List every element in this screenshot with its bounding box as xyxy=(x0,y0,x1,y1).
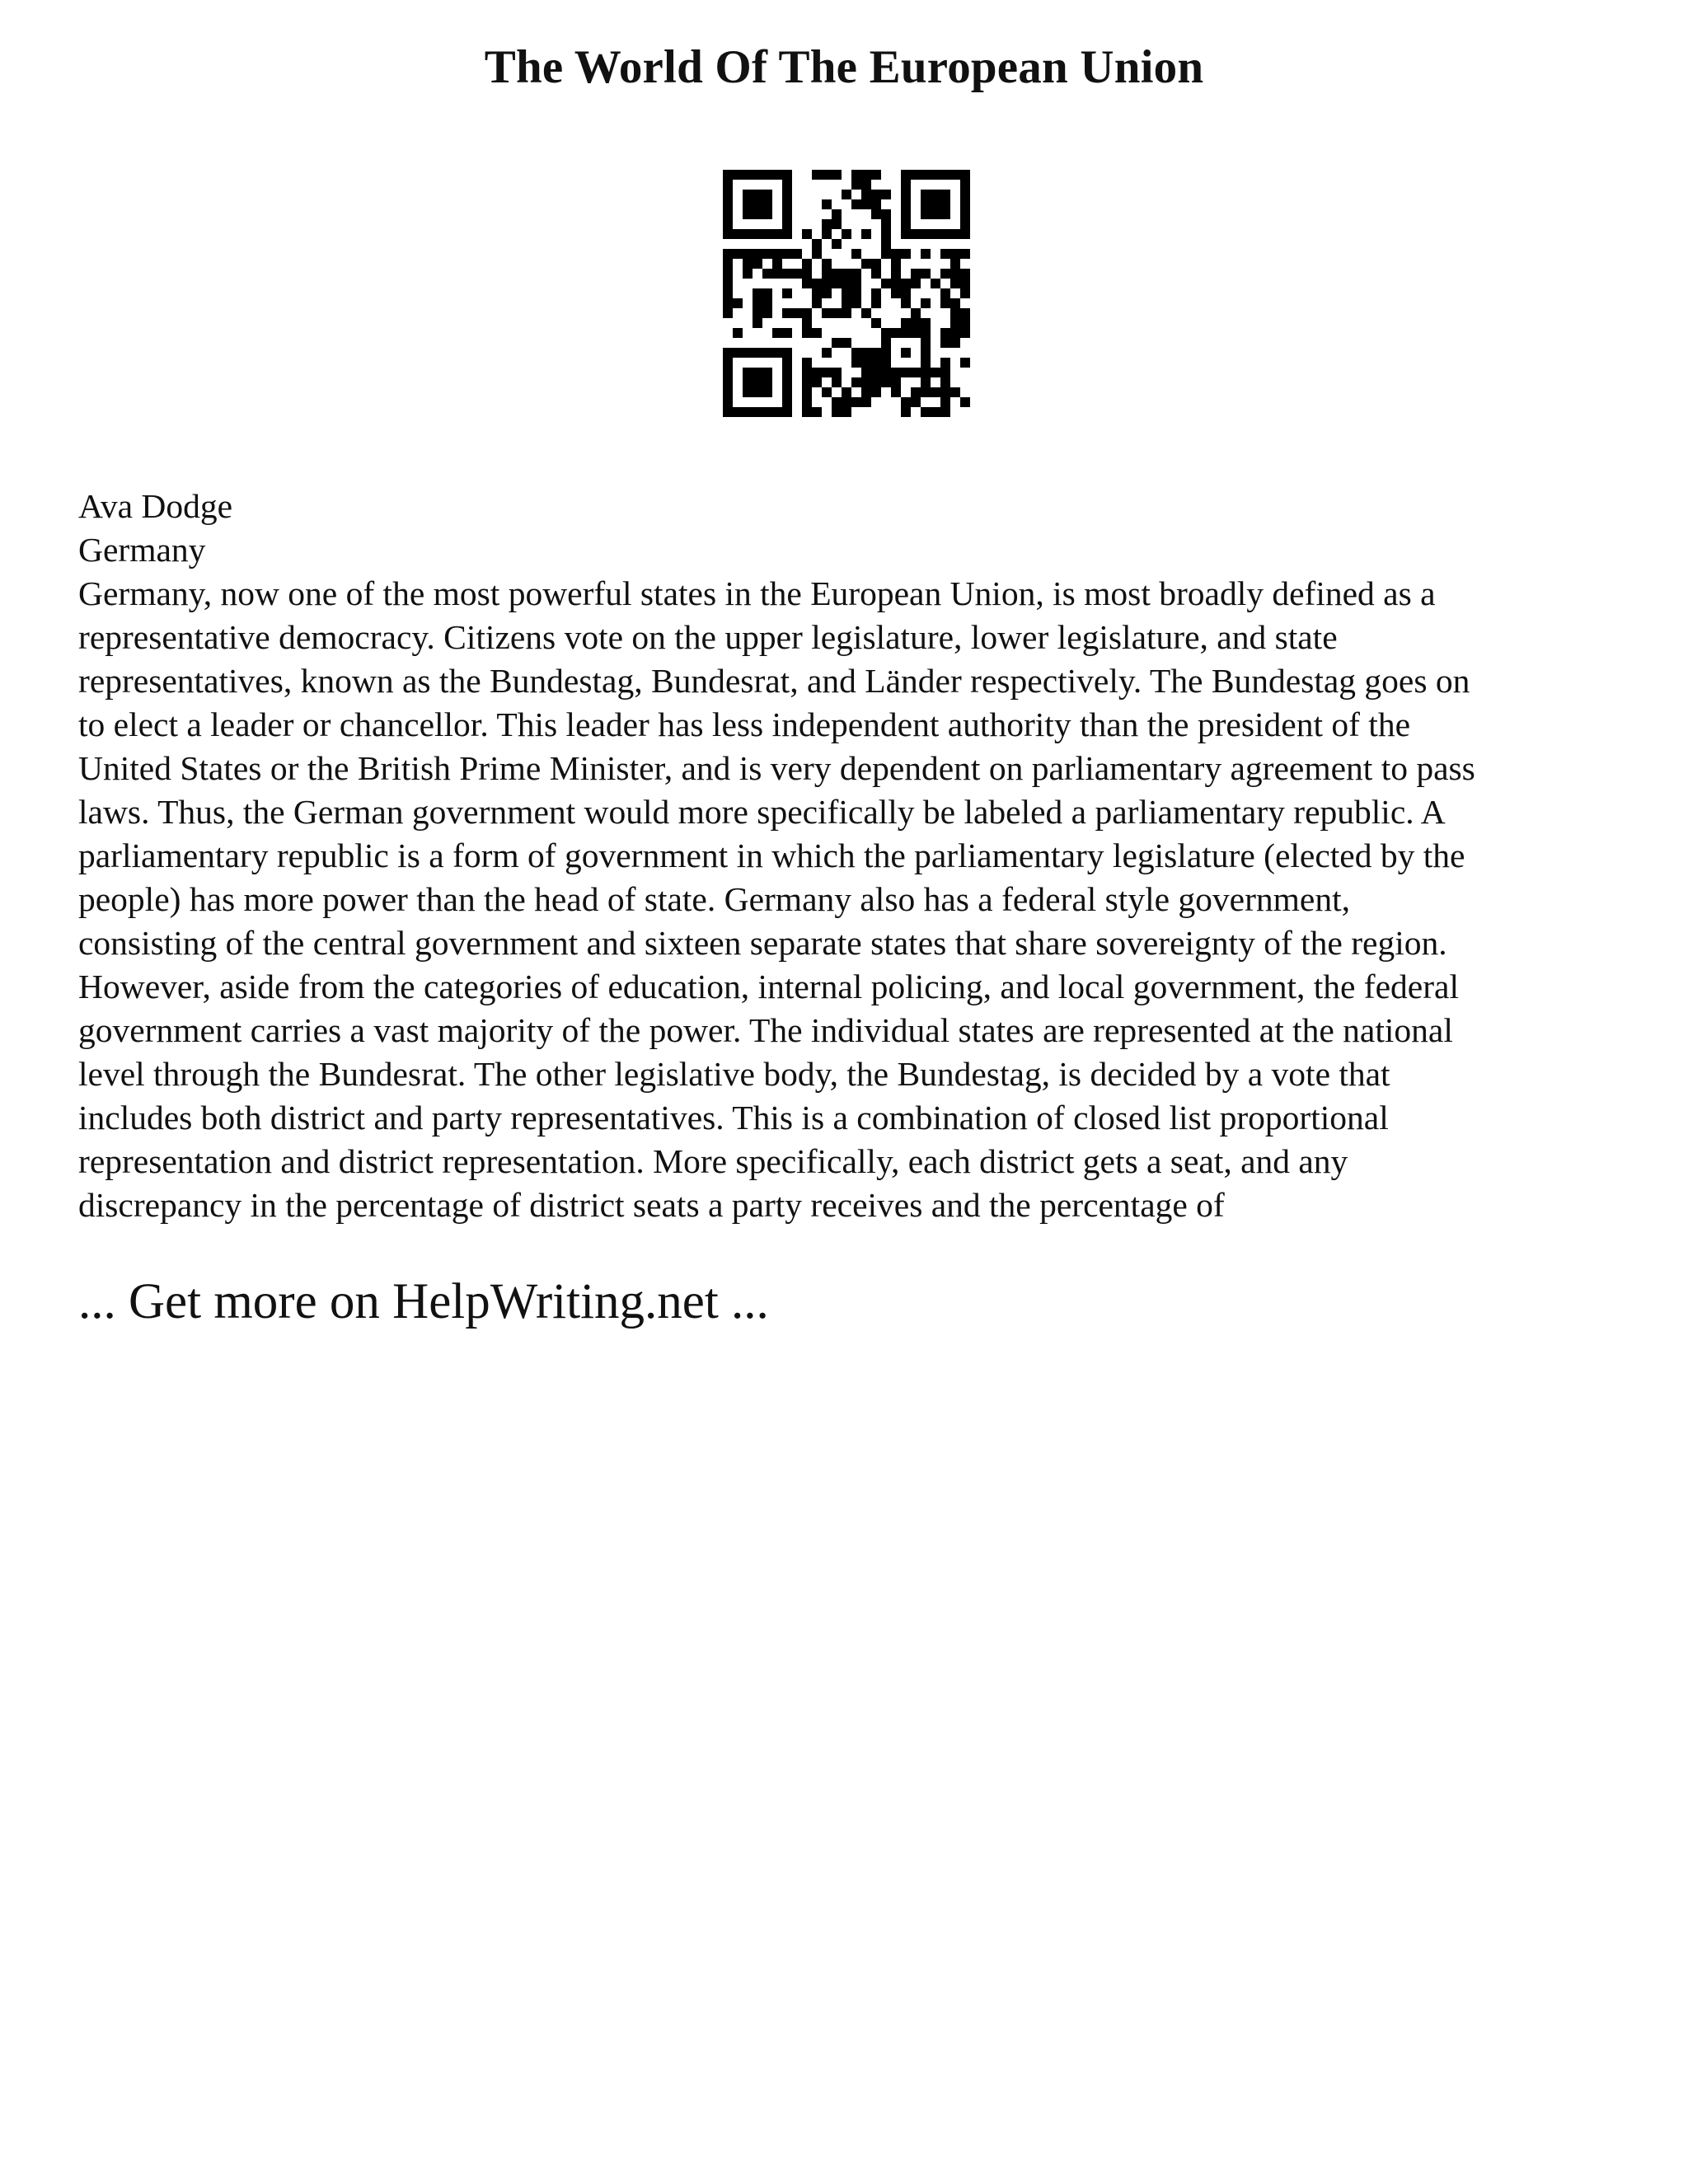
body-line: consisting of the central government and sixteen separate states that share sovereignty of the region. xyxy=(78,924,1447,962)
body-line: government carries a vast majority of the power. The individual states are represented at the national xyxy=(78,1011,1453,1049)
body-line: United States or the British Prime Minister, and is very dependent on parliamentary agreement to pass xyxy=(78,749,1475,787)
document-subject: Germany xyxy=(78,531,206,569)
body-line: people) has more power than the head of state. Germany also has a federal style government, xyxy=(78,880,1350,918)
body-line: representative democracy. Citizens vote on the upper legislature, lower legislature, and state xyxy=(78,618,1338,656)
body-line: However, aside from the categories of education, internal policing, and local government, the federal xyxy=(78,968,1459,1005)
qr-code-image xyxy=(723,170,970,417)
body-line: representatives, known as the Bundestag, Bundesrat, and Länder respectively. The Bundestag goes on xyxy=(78,662,1470,700)
author-name: Ava Dodge xyxy=(78,487,233,525)
body-line: includes both district and party representatives. This is a combination of closed list proportional xyxy=(78,1099,1389,1137)
body-line: representation and district representation. More specifically, each district gets a seat, and any xyxy=(78,1142,1348,1180)
body-line: laws. Thus, the German government would more specifically be labeled a parliamentary republic. A xyxy=(78,793,1446,831)
body-line: parliamentary republic is a form of government in which the parliamentary legislature (elected by the xyxy=(78,837,1465,874)
get-more-link[interactable]: ... Get more on HelpWriting.net ... xyxy=(78,1274,769,1329)
body-line: level through the Bundesrat. The other legislative body, the Bundestag, is decided by a vote that xyxy=(78,1055,1390,1093)
body-line: Germany, now one of the most powerful states in the European Union, is most broadly defined as a xyxy=(78,574,1436,612)
document-content xyxy=(78,485,1628,1227)
body-line: to elect a leader or chancellor. This leader has less independent authority than the president of the xyxy=(78,705,1410,743)
body-line: discrepancy in the percentage of district seats a party receives and the percentage of xyxy=(78,1186,1225,1224)
body-text xyxy=(78,572,1628,1227)
page-title: The World Of The European Union xyxy=(484,41,1204,93)
